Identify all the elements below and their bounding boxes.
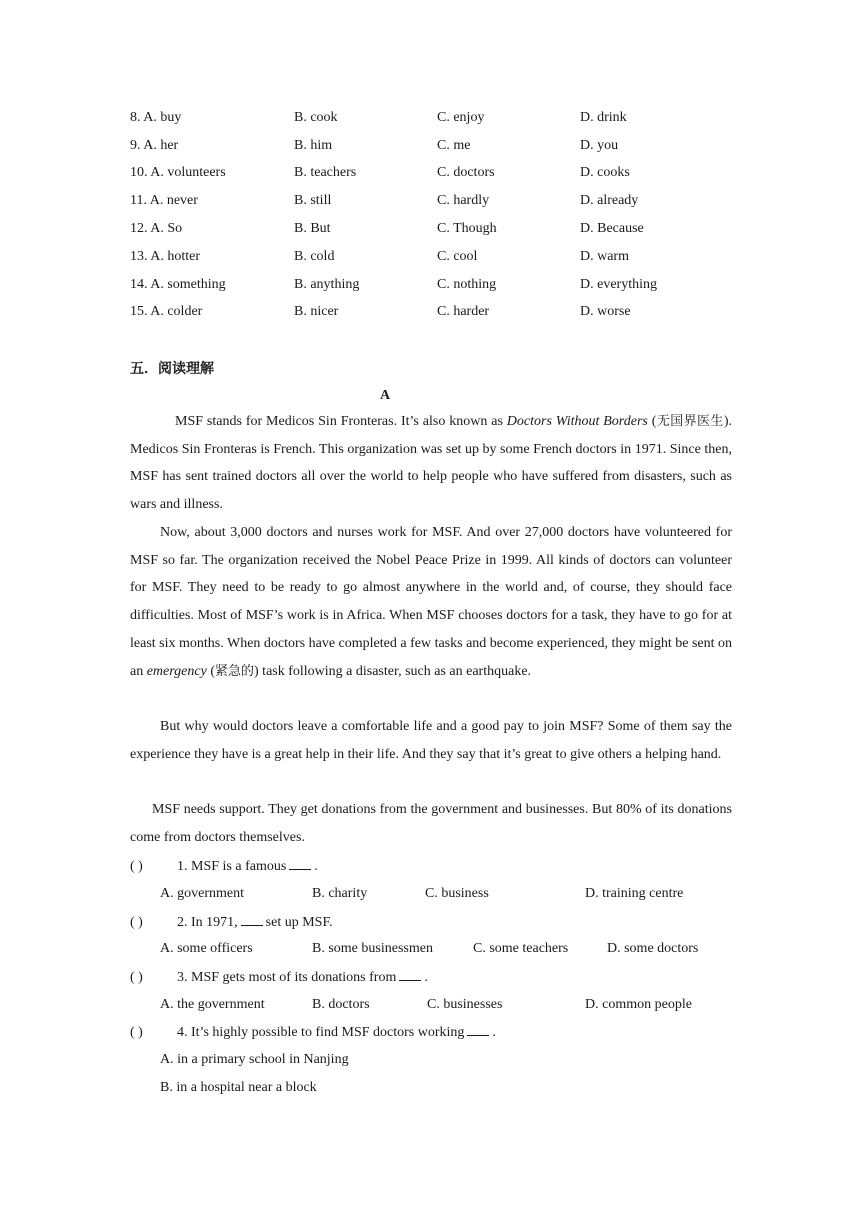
option-row [130, 193, 750, 213]
question-1 [130, 858, 750, 875]
question-1-options [160, 886, 740, 906]
option-a: A. government [160, 886, 244, 901]
option-d: D. training centre [585, 886, 684, 901]
option-b: B. cold [294, 249, 335, 264]
option-row [130, 304, 750, 324]
paragraph-4: MSF needs support. They get donations from the government and businesses. But 80% of its donations come from doctors themselves. [130, 802, 732, 845]
paragraph-3: But why would doctors leave a comfortable life and a good pay to join MSF? Some of them say the experience they have is a great help in their life. And they say that it’s great to give others a helping hand. [130, 719, 732, 762]
option-row [130, 277, 750, 297]
question-text-end: . [424, 970, 428, 985]
option-a: 11. A. never [130, 193, 198, 208]
option-row [130, 138, 750, 158]
paragraph-2 [130, 519, 732, 685]
italic-term: emergency [146, 663, 207, 679]
option-row [130, 165, 750, 185]
question-text: 4. It’s highly possible to find MSF doctors working [177, 1025, 465, 1040]
option-b: B. anything [294, 277, 360, 292]
question-3 [130, 969, 750, 986]
option-a: 13. A. hotter [130, 249, 200, 264]
paragraph-text: Now, about 3,000 doctors and nurses work for MSF. And over 27,000 doctors have volunteered for MSF so far. The organization received the Nobel Peace Prize in 1999. All kinds of doctors can volunteer for MSF. They need to be ready to go almost anywhere in the world and, of course, they should face difficulties. Most of MSF’s work is in Africa. When MSF chooses doctors for a task, they have to go for at least six months. When doctors have completed a few tasks and become experienced, they might be sent on an [130, 525, 732, 679]
option-c: C. Though [437, 221, 497, 236]
option-c: C. harder [437, 304, 490, 319]
answer-bracket[interactable]: ( ) [130, 915, 143, 930]
option-a: 15. A. colder [130, 304, 203, 319]
option-d: D. common people [585, 997, 692, 1012]
option-d: D. warm [580, 249, 629, 264]
option-d: D. you [580, 138, 619, 153]
option-b: B. charity [312, 886, 368, 901]
option-a: 10. A. volunteers [130, 165, 226, 180]
option-c: C. enjoy [437, 110, 485, 125]
italic-term: Doctors Without Borders [506, 414, 648, 429]
section-title: 五．阅读理解 [130, 361, 214, 377]
answer-blank [399, 969, 421, 981]
paragraph-text: MSF stands for Medicos Sin Fronteras. It’s also known as [175, 414, 507, 429]
option-c: C. me [437, 138, 471, 153]
option-b: B. some businessmen [312, 941, 433, 956]
option-b: B. But [294, 221, 331, 236]
paragraph-text: ) task following a disaster, such as an earthquake. [254, 663, 532, 679]
option-row [130, 110, 750, 130]
option-a: 12. A. So [130, 221, 183, 236]
option-a: 8. A. buy [130, 110, 182, 125]
answer-bracket[interactable]: ( ) [130, 859, 143, 874]
chinese-gloss: 无国界医生 [656, 414, 724, 429]
question-4-option-b: B. in a hospital near a block [160, 1080, 317, 1095]
option-a: A. the government [160, 997, 265, 1012]
answer-bracket[interactable]: ( ) [130, 970, 143, 985]
answer-bracket[interactable]: ( ) [130, 1025, 143, 1040]
option-b: B. still [294, 193, 332, 208]
question-text-end: set up MSF. [265, 915, 333, 930]
option-c: C. business [425, 886, 489, 901]
question-3-options [160, 997, 740, 1017]
answer-blank [241, 914, 263, 926]
question-4 [130, 1024, 750, 1041]
question-text-end: . [492, 1025, 496, 1040]
option-c: C. businesses [427, 997, 503, 1012]
option-a: A. some officers [160, 941, 253, 956]
option-a: 14. A. something [130, 277, 226, 292]
option-c: C. some teachers [473, 941, 569, 956]
option-b: B. cook [294, 110, 338, 125]
answer-blank [289, 858, 311, 870]
option-c: C. doctors [437, 165, 495, 180]
question-2 [130, 914, 750, 931]
passage-title: A [380, 388, 391, 403]
option-b: B. teachers [294, 165, 357, 180]
option-b: B. him [294, 138, 333, 153]
question-4-option-a: A. in a primary school in Nanjing [160, 1052, 349, 1067]
option-a: 9. A. her [130, 138, 179, 153]
option-b: B. doctors [312, 997, 370, 1012]
question-text: 2. In 1971, [177, 915, 238, 930]
option-c: C. cool [437, 249, 478, 264]
option-b: B. nicer [294, 304, 339, 319]
option-row [130, 249, 750, 269]
option-d: D. everything [580, 277, 657, 292]
question-text: 3. MSF gets most of its donations from [177, 970, 397, 985]
option-d: D. worse [580, 304, 631, 319]
option-d: D. already [580, 193, 639, 208]
option-d: D. Because [580, 221, 644, 236]
option-d: D. cooks [580, 165, 630, 180]
option-d: D. drink [580, 110, 627, 125]
question-text: 1. MSF is a famous [177, 859, 287, 874]
option-c: C. nothing [437, 277, 497, 292]
paragraph-text: ( [647, 414, 657, 429]
chinese-gloss: 紧急的 [215, 663, 255, 679]
option-row [130, 221, 750, 241]
option-d: D. some doctors [607, 941, 699, 956]
option-c: C. hardly [437, 193, 490, 208]
question-2-options [160, 941, 740, 961]
paragraph-text: ( [206, 663, 215, 679]
answer-blank [467, 1024, 489, 1036]
paragraph-1 [130, 408, 732, 519]
paragraph-text: ). Medicos Sin Fronteras is French. This organization was set up by some French doctors in 1971. Since then, MSF has sent trained doctors all over the world to help people who have suffered from disasters, such as wars and illness. [130, 414, 732, 513]
question-text-end: . [314, 859, 318, 874]
